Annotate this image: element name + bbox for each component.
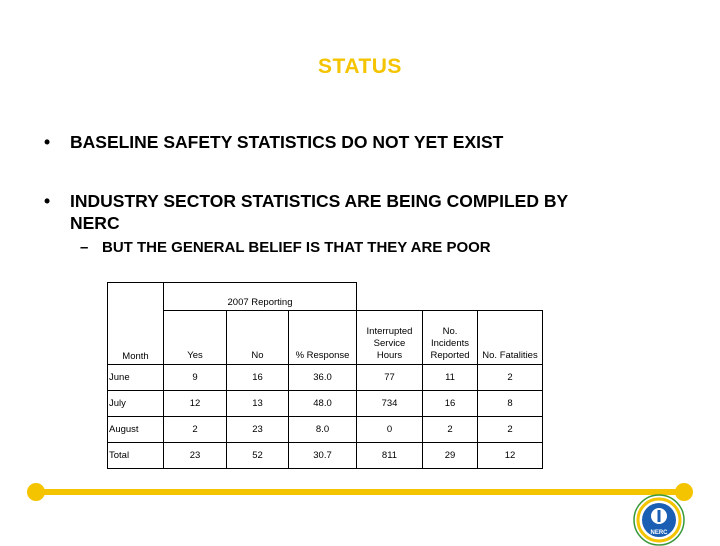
cell-month: July: [108, 391, 164, 417]
table-header-row: [108, 311, 543, 365]
header-2007-reporting: [164, 283, 357, 311]
header-fatalities: [478, 311, 543, 365]
header-month: [108, 283, 164, 365]
table-row: [108, 417, 543, 443]
logo-emblem-stem: [658, 510, 661, 522]
header-incidents-line-1: No.: [442, 326, 458, 337]
cell-incidents: 16: [423, 391, 478, 417]
cell-incidents: 11: [423, 365, 478, 391]
cell-fatalities: 2: [478, 417, 543, 443]
header-no-label: No: [251, 350, 264, 361]
cell-yes: 12: [164, 391, 227, 417]
header-2007-reporting-label: 2007 Reporting: [227, 297, 293, 308]
cell-response: 8.0: [289, 417, 357, 443]
table-header-row-group: [108, 283, 543, 311]
cell-month: Total: [108, 443, 164, 469]
cell-no: 23: [227, 417, 289, 443]
cell-fatalities: 2: [478, 365, 543, 391]
table-row-total: [108, 443, 543, 469]
divider-bar: [36, 489, 684, 495]
sub-bullet-marker: –: [80, 239, 89, 256]
cell-response: 36.0: [289, 365, 357, 391]
cell-no: 52: [227, 443, 289, 469]
reporting-table: [107, 282, 543, 469]
header-no: [227, 311, 289, 365]
header-yes: [164, 311, 227, 365]
table-row: [108, 365, 543, 391]
cell-month: June: [108, 365, 164, 391]
bullet-text-line-1: INDUSTRY SECTOR STATISTICS ARE BEING COMPILED BY: [70, 191, 569, 211]
bullet-marker: •: [44, 132, 51, 152]
cell-fatalities: 12: [478, 443, 543, 469]
header-interrupted-line-2: Service: [373, 338, 406, 349]
cell-response: 48.0: [289, 391, 357, 417]
cell-interrupted: 77: [357, 365, 423, 391]
nerc-logo-icon: [633, 494, 685, 546]
cell-response: 30.7: [289, 443, 357, 469]
cell-incidents: 2: [423, 417, 478, 443]
bullet-text: BASELINE SAFETY STATISTICS DO NOT YET EXIST: [70, 132, 504, 152]
header-interrupted: [357, 311, 423, 365]
cell-yes: 23: [164, 443, 227, 469]
header-yes-label: Yes: [187, 350, 203, 361]
header-month-label: Month: [122, 351, 149, 362]
cell-yes: 9: [164, 365, 227, 391]
header-incidents-line-2: Incidents: [430, 338, 470, 349]
divider-knob-left: [27, 483, 45, 501]
cell-month: August: [108, 417, 164, 443]
header-fatalities-label: No. Fatalities: [482, 350, 538, 361]
header-incidents: [423, 311, 478, 365]
logo-text: NERC: [650, 530, 668, 536]
slide-title: STATUS: [318, 55, 402, 78]
header-response-label: % Response: [295, 350, 350, 361]
header-response: [289, 311, 357, 365]
bullet-text-line-2: NERC: [70, 213, 120, 233]
cell-interrupted: 811: [357, 443, 423, 469]
table-row: [108, 391, 543, 417]
cell-interrupted: 0: [357, 417, 423, 443]
header-blank: [357, 283, 543, 311]
cell-fatalities: 8: [478, 391, 543, 417]
cell-incidents: 29: [423, 443, 478, 469]
header-interrupted-line-1: Interrupted: [366, 326, 413, 337]
cell-yes: 2: [164, 417, 227, 443]
sub-bullet-text: BUT THE GENERAL BELIEF IS THAT THEY ARE POOR: [102, 239, 491, 256]
cell-interrupted: 734: [357, 391, 423, 417]
bullet-marker: •: [44, 191, 51, 211]
header-interrupted-line-3: Hours: [376, 350, 403, 361]
header-incidents-line-3: Reported: [430, 350, 470, 361]
cell-no: 16: [227, 365, 289, 391]
cell-no: 13: [227, 391, 289, 417]
